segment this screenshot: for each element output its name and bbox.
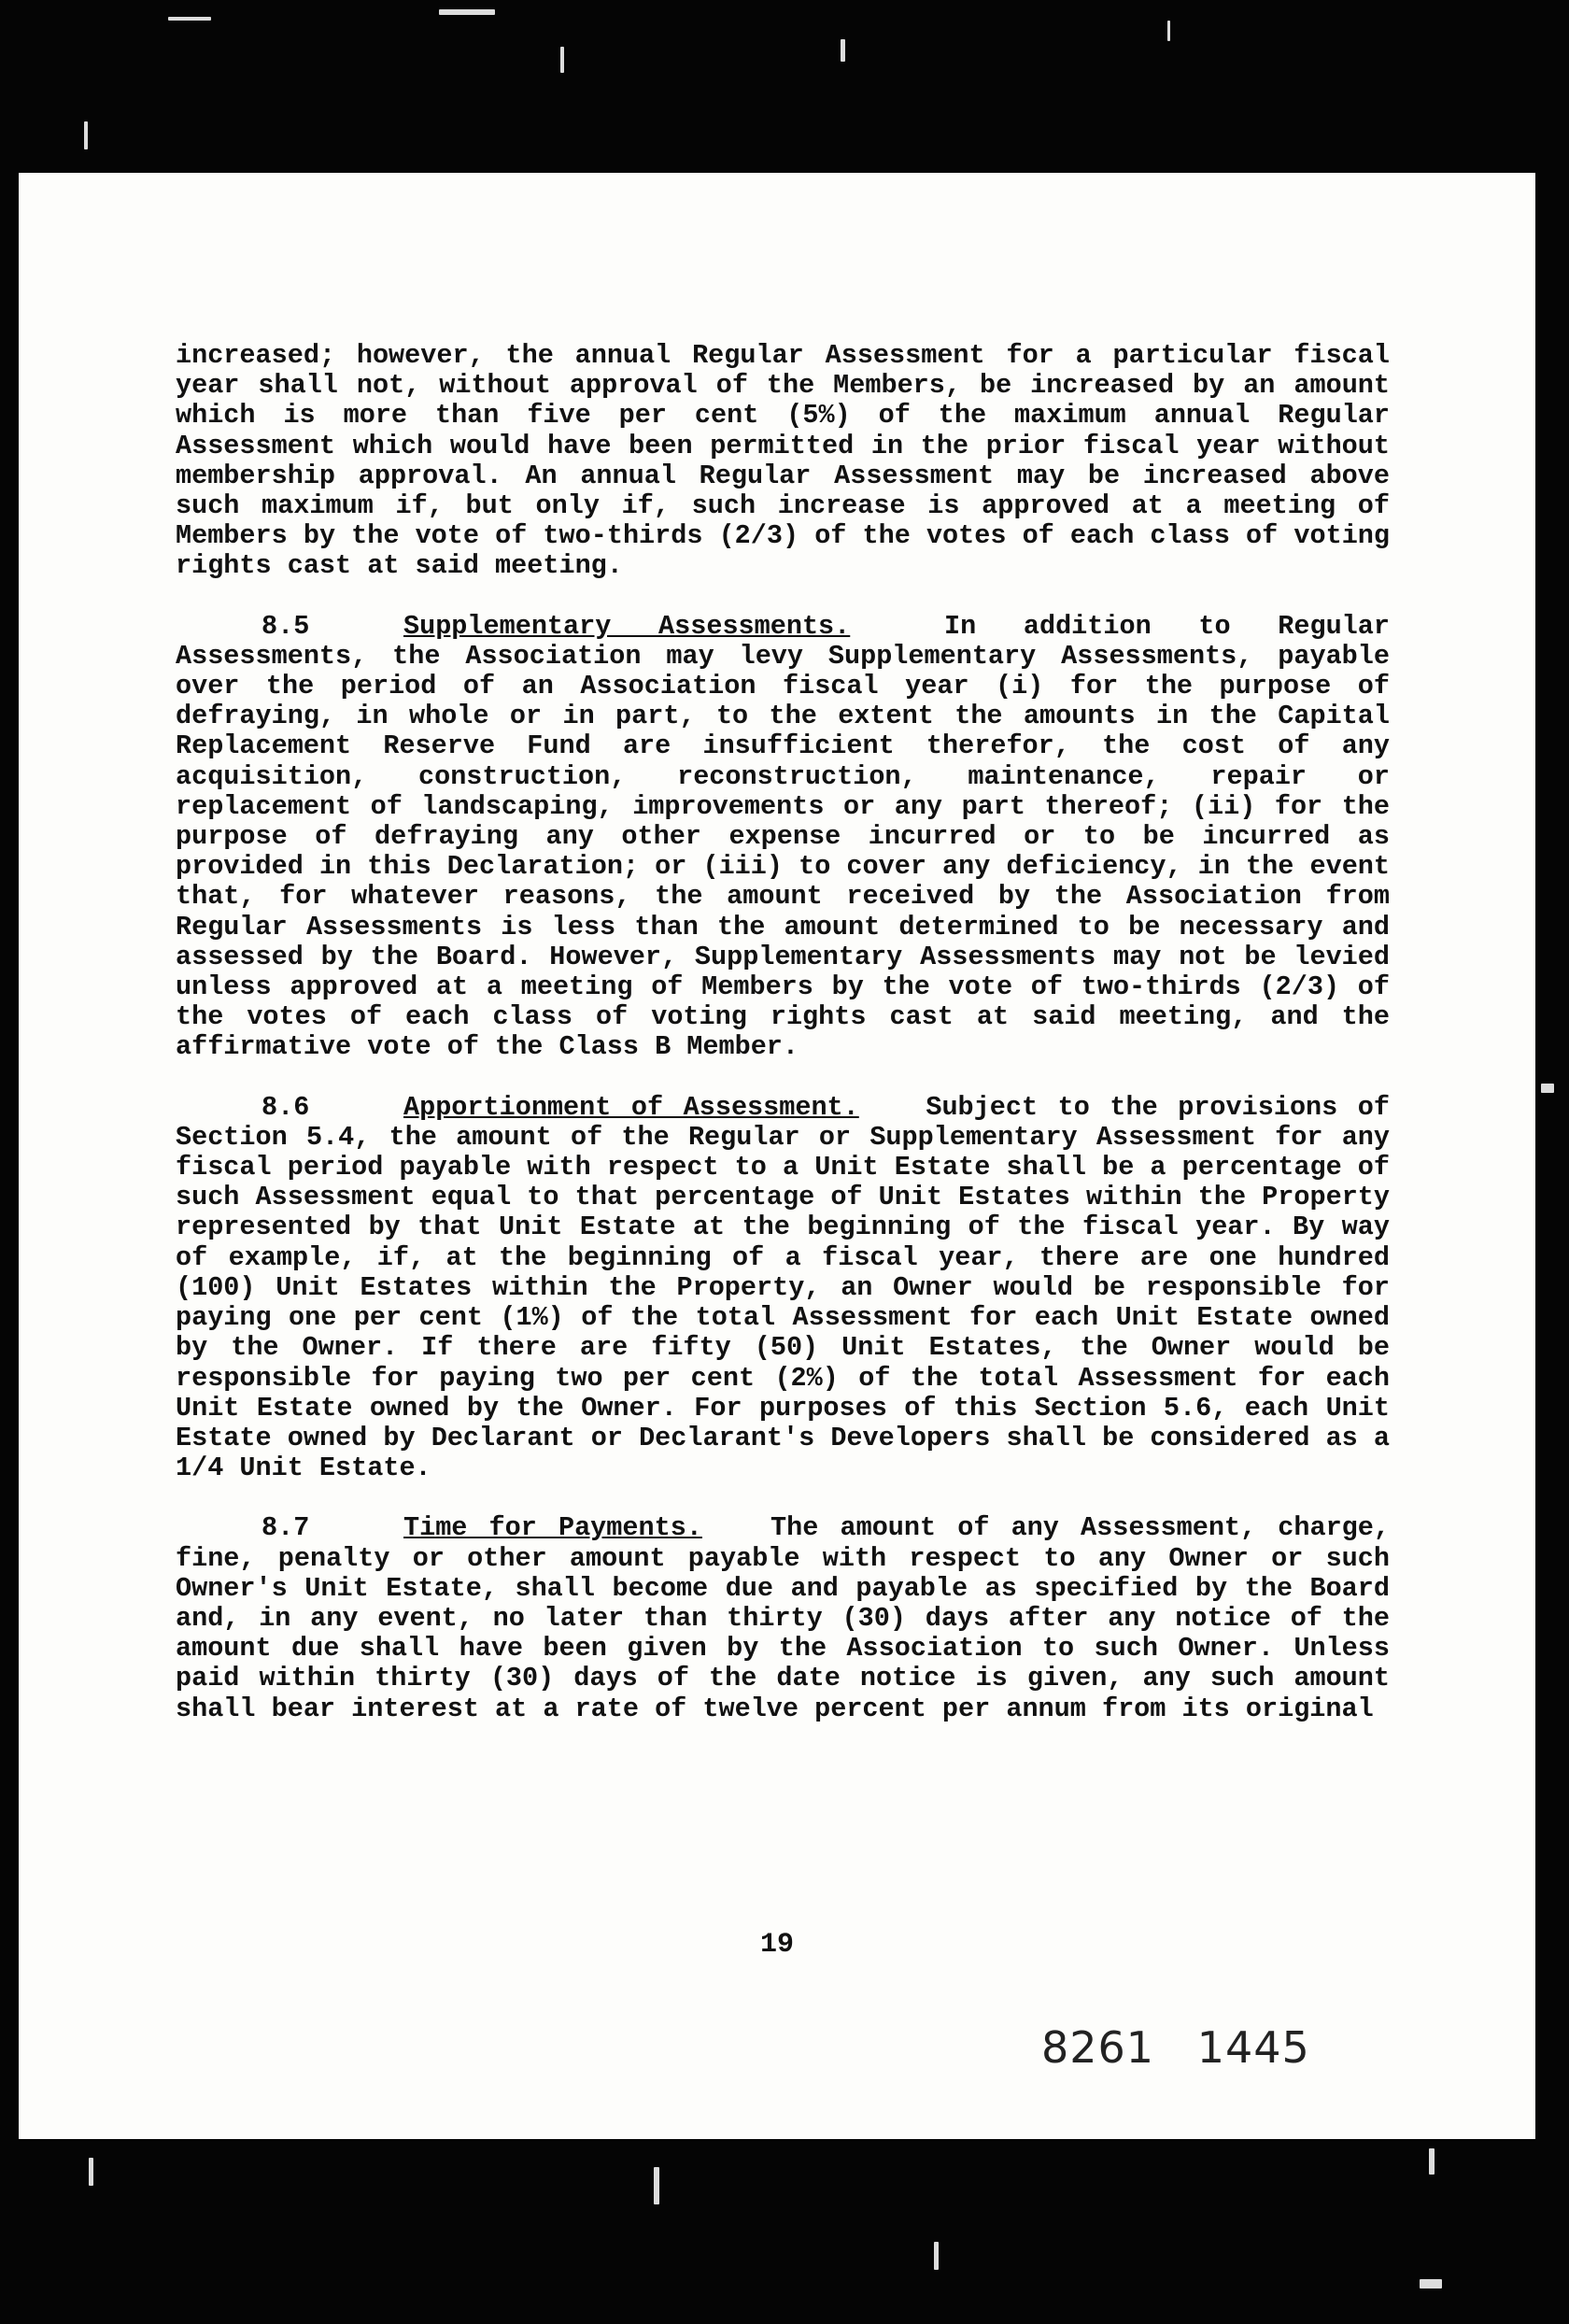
document-body (176, 341, 1390, 1724)
scan-artifact (89, 2158, 93, 2186)
section-8-6 (176, 1093, 1390, 1484)
section-number: 8.5 (262, 610, 310, 642)
scan-artifact (934, 2242, 939, 2270)
scan-artifact (654, 2167, 659, 2204)
scan-artifact (439, 9, 495, 15)
page-number: 19 (759, 1929, 794, 1961)
section-8-5 (176, 612, 1390, 1063)
section-text: Subject to the provisions of Section 5.4, the amount of the Regular or Supplementary Assessment for any fiscal period payable with respect to a Unit Estate shall be a percentage of such Assessment equal to that percentage of Unit Estates within the Property represented by that Unit Estate at the beginning of the fiscal year. By way of example, if, at the beginning of a fiscal year, there are one hundred (100) Unit Estates within the Property, an Owner would be responsible for paying one per cent (1%) of the total Assessment for each Unit Estate owned by the Owner. If there are fifty (50) Unit Estates, the Owner would be responsible for paying two per cent (2%) of the total Assessment for each Unit Estate owned by the Owner. For purposes of this Section 5.6, each Unit Estate owned by Declarant or Declarant's Developers shall be considered as a 1/4 Unit Estate. (176, 1091, 1390, 1484)
recording-stamp: 8261 1445 (1041, 2022, 1310, 2073)
section-text: In addition to Regular Assessments, the Association may levy Supplementary Assessments, payable over the period of an Association fiscal year (i) for the purpose of defraying, in whole or in part, to the extent the amounts in the Capital Replacement Reserve Fund are insufficient therefor, the cost of any acquisition, construction, reconstruction, maintenance, repair or replacement of landscaping, improvements or any part thereof; (ii) for the purpose of defraying any other expense incurred or to be incurred as provided in this Declaration; or (iii) to cover any deficiency, in the event that, for whatever reasons, the amount received by the Association from Regular Assessments is less than the amount determined to be necessary and assessed by the Board. However, Supplementary Assessments may not be levied unless approved at a meeting of Members by the vote of two-thirds (2/3) of the votes of each class of voting rights cast at said meeting, and the affirmative vote of the Class B Member. (176, 610, 1390, 1063)
scan-artifact (1420, 2279, 1442, 2289)
scan-artifact (168, 17, 211, 21)
scan-artifact (1167, 21, 1170, 41)
scan-artifact (560, 47, 564, 73)
section-text: The amount of any Assessment, charge, fine, penalty or other amount payable with respect to any Owner or such Owner's Unit Estate, shall become due and payable as specified by the Board and, in any event, no later than thirty (30) days after any notice of the amount due shall have been given by the Association to such Owner. Unless paid within thirty (30) days of the date notice is given, any such amount shall bear interest at a rate of twelve percent per annum from its original (176, 1512, 1390, 1724)
section-number: 8.7 (262, 1512, 310, 1544)
scan-artifact (841, 39, 845, 62)
paragraph-continuation (176, 341, 1390, 582)
scan-artifact (1541, 1084, 1554, 1093)
section-title: Supplementary Assessments. (403, 610, 851, 642)
section-number: 8.6 (262, 1091, 310, 1123)
section-title: Apportionment of Assessment. (403, 1091, 859, 1123)
section-8-7 (176, 1513, 1390, 1723)
scan-artifact (84, 121, 88, 149)
scan-artifact (1429, 2148, 1435, 2175)
paragraph-text: increased; however, the annual Regular Assessment for a particular fiscal year shall not, without approval of the Members, be increased by an amount which is more than five per cent (5%) of the maximum annual Regular Assessment which would have been permitted in the prior fiscal year without membership approval. An annual Regular Assessment may be increased above such maximum if, but only if, such increase is approved at a meeting of Members by the vote of two-thirds (2/3) of the votes of each class of voting rights cast at said meeting. (176, 340, 1390, 582)
section-title: Time for Payments. (403, 1512, 702, 1544)
document-page (19, 173, 1535, 2139)
